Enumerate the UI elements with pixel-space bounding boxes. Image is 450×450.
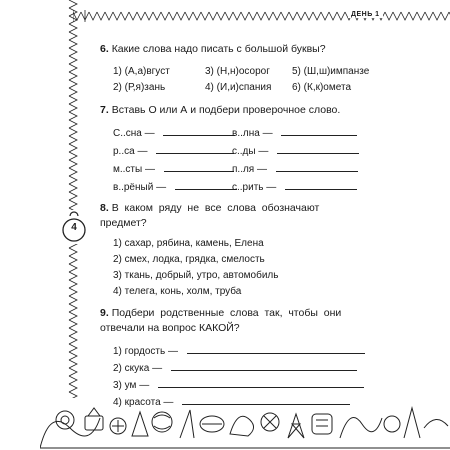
option: 6) (К,к)омета (292, 82, 352, 93)
question-number: 9. (100, 307, 109, 319)
question-number: 8. (100, 202, 109, 214)
question-text: В каком ряду не все слова обозначают (111, 202, 320, 214)
option: 4) (И,и)спания (205, 82, 272, 93)
answer-row: С..сна — (113, 126, 235, 140)
option: 5) (Ш,ш)импанзе (292, 66, 370, 77)
answer-row: в..рёный — (113, 180, 237, 194)
answer-row: 2) скука — (113, 361, 357, 375)
option: 2) (Р,я)зань (113, 82, 166, 93)
question-text-cont: предмет? (100, 217, 147, 229)
answer-blank[interactable] (171, 361, 357, 371)
question-9 (100, 307, 341, 320)
answer-row: с..рить — (232, 180, 357, 194)
rope-border-icon (67, 0, 79, 398)
question-7 (100, 104, 340, 117)
answer-row: р..са — (113, 144, 234, 158)
answer-row: п..ля — (232, 162, 358, 176)
answer-blank[interactable] (281, 126, 357, 136)
answer-row: м..сты — (113, 162, 234, 176)
question-number: 6. (100, 43, 109, 55)
question-8 (100, 202, 319, 215)
question-6 (100, 43, 326, 56)
answer-row: 1) гордость — (113, 344, 365, 358)
answer-blank[interactable] (175, 180, 237, 190)
option: 2) смех, лодка, грядка, смелость (113, 254, 265, 265)
answer-row: с..ды — (232, 144, 359, 158)
answer-blank[interactable] (156, 144, 234, 154)
answer-blank[interactable] (276, 162, 358, 172)
question-text: Подбери родственные слова так, чтобы они (111, 307, 342, 319)
question-number: 7. (100, 104, 109, 116)
option: 3) ткань, добрый, утро, автомобиль (113, 270, 279, 281)
top-border-icon (73, 10, 450, 22)
answer-blank[interactable] (187, 344, 365, 354)
answer-row: 4) красота — (113, 395, 350, 409)
option: 1) сахар, рябина, камень, Елена (113, 238, 264, 249)
question-text: Какие слова надо писать с большой буквы? (111, 43, 326, 55)
answer-blank[interactable] (163, 126, 235, 136)
answer-row: в..лна — (232, 126, 357, 140)
question-text: Вставь О или А и подбери проверочное слово. (111, 104, 341, 116)
option: 4) телега, конь, холм, труба (113, 286, 242, 297)
answer-row: 3) ум — (113, 378, 364, 392)
answer-blank[interactable] (158, 378, 364, 388)
option: 1) (А,а)вгуст (113, 66, 170, 77)
answer-blank[interactable] (277, 144, 359, 154)
question-text-cont: отвечали на вопрос КАКОЙ? (100, 322, 240, 334)
page-number: 4 (71, 222, 77, 233)
doodle-border-icon (40, 398, 450, 450)
answer-blank[interactable] (285, 180, 357, 190)
day-label: ДЕНЬ 1 (348, 11, 383, 18)
option: 3) (Н,н)осорог (205, 66, 270, 77)
answer-blank[interactable] (164, 162, 234, 172)
